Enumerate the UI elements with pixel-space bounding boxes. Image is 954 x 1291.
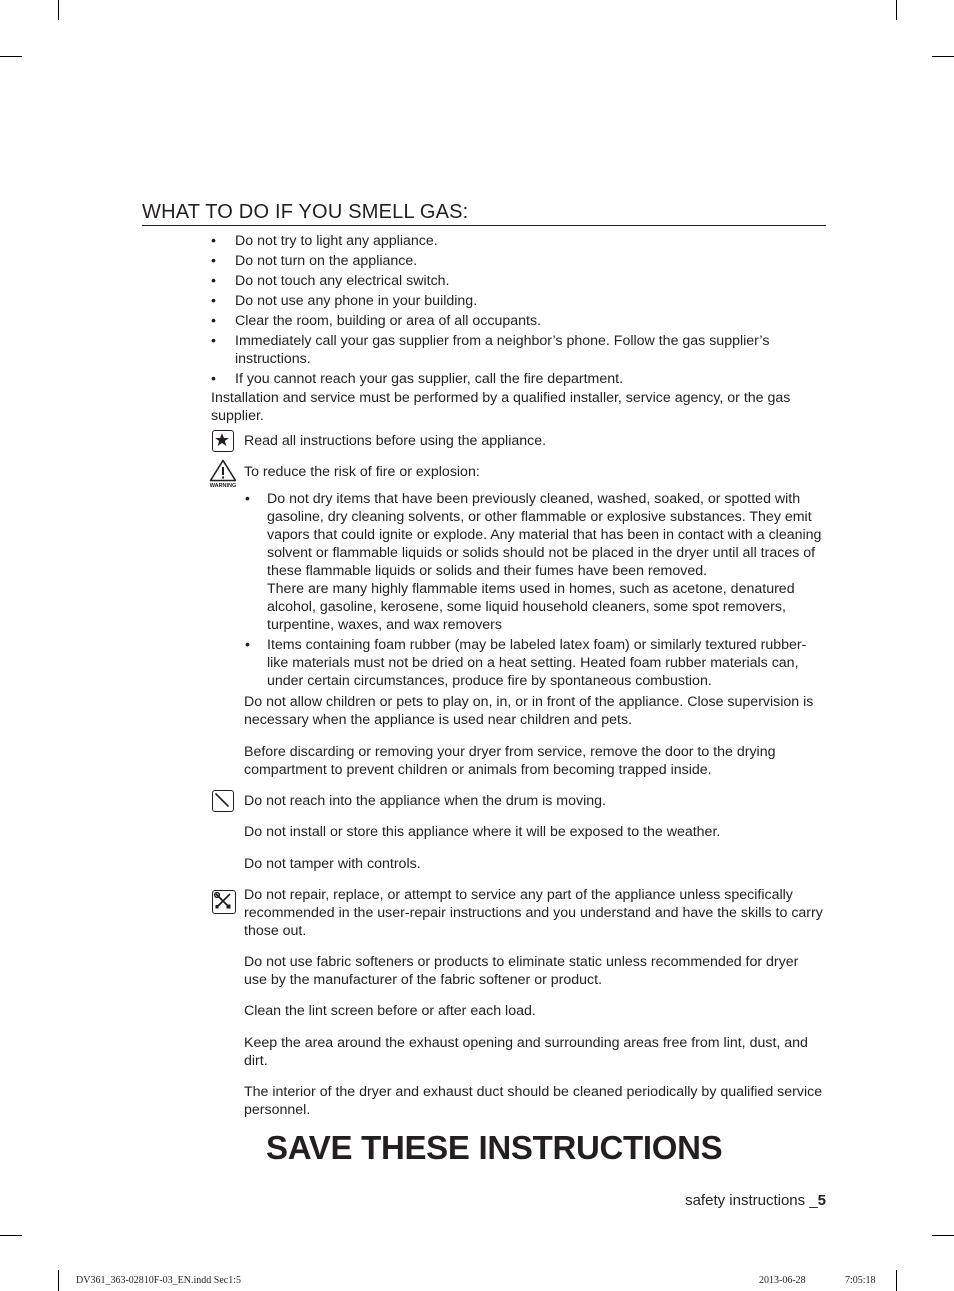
page-footer [685, 1192, 826, 1210]
list-item: • Immediately call your gas supplier from a neighbor’s phone. Follow the gas supplier’s instructions. [211, 332, 811, 368]
crop-mark [932, 1235, 954, 1236]
slug-file: DV361_363-02810F-03_EN.indd Sec1:5 [76, 1275, 241, 1286]
star-icon [212, 430, 234, 452]
list-item: • Do not try to light any appliance. [211, 232, 811, 250]
warning-list-block [244, 490, 824, 692]
list-item: • If you cannot reach your gas supplier, call the fire department. [211, 370, 811, 388]
list-item: • Do not use any phone in your building. [211, 292, 811, 310]
crop-mark [896, 1270, 897, 1291]
crop-mark [0, 1235, 22, 1236]
interior-note: The interior of the dryer and exhaust duct should be cleaned periodically by qualified service personnel. [244, 1084, 823, 1118]
footer-section-label: safety instructions _ [685, 1192, 818, 1209]
section-heading: WHAT TO DO IF YOU SMELL GAS: [142, 200, 826, 226]
list-item: • Clear the room, building or area of all occupants. [211, 312, 811, 330]
prohibited-icon [212, 790, 234, 812]
softeners-note: Do not use fabric softeners or products to eliminate static unless recommended for dryer use by the manufacturer of the fabric softener or product. [244, 954, 799, 988]
warning-icon [208, 459, 238, 491]
warning-label: WARNING [209, 483, 237, 489]
list-item-text: Do not dry items that have been previously cleaned, washed, soaked, or spotted with gasoline, dry cleaning solvents, or other flammable or explosive substances. They emit vapors that could ignite or explode. Any material that has been in contact with a cleaning solvent or flammable liquids or solids should not be placed in the dryer until all traces of these flammable liquids or solids and their fumes have been removed. [267, 491, 822, 579]
weather-note: Do not install or store this appliance where it will be exposed to the weather. [244, 824, 721, 840]
slug-date: 2013-06-28 [759, 1275, 806, 1286]
installation-note: Installation and service must be performed by a qualified installer, service agency, or the gas supplier. [211, 390, 791, 424]
list-item: • Do not touch any electrical switch. [211, 272, 811, 290]
gas-steps-list [211, 232, 811, 390]
lint-note: Clean the lint screen before or after each load. [244, 1003, 536, 1019]
crop-mark [58, 0, 59, 20]
drum-note: Do not reach into the appliance when the drum is moving. [244, 793, 606, 809]
slug-time: 7:05:18 [845, 1275, 876, 1286]
list-item-continuation: There are many highly flammable items used in homes, such as acetone, denatured alcohol, gasoline, kerosene, some liquid household cleaners, some spot removers, turpentine, waxes, and wax removers [267, 581, 795, 633]
discard-note: Before discarding or removing your dryer from service, remove the door to the drying compartment to prevent children or animals from becoming trapped inside. [244, 744, 776, 778]
list-item: • Items containing foam rubber (may be labeled latex foam) or similarly textured rubber-like materials must not be dried on a heat setting. Heated foam rubber materials can, under certain circumstances, produce fire by spontaneous combustion. [244, 636, 824, 690]
controls-note: Do not tamper with controls. [244, 856, 421, 872]
exhaust-note: Keep the area around the exhaust opening and surrounding areas free from lint, dust, and dirt. [244, 1035, 808, 1069]
read-instructions-text: Read all instructions before using the appliance. [244, 433, 547, 449]
crop-mark [58, 1270, 59, 1291]
repair-note: Do not repair, replace, or attempt to service any part of the appliance unless specifically recommended in the user-repair instructions and you understand and have the skills to carry those out. [244, 887, 823, 939]
list-item: • Do not turn on the appliance. [211, 252, 811, 270]
crop-mark [0, 56, 22, 57]
children-note: Do not allow children or pets to play on, in, or in front of the appliance. Close supervision is necessary when the appliance is used near children and pets. [244, 694, 814, 728]
crop-mark [896, 0, 897, 20]
save-instructions-title: SAVE THESE INSTRUCTIONS [266, 1129, 723, 1166]
crop-mark [932, 56, 954, 57]
list-item [244, 490, 824, 634]
no-service-icon [212, 890, 236, 914]
page-number: 5 [817, 1192, 826, 1209]
warning-intro: To reduce the risk of fire or explosion: [244, 464, 480, 480]
